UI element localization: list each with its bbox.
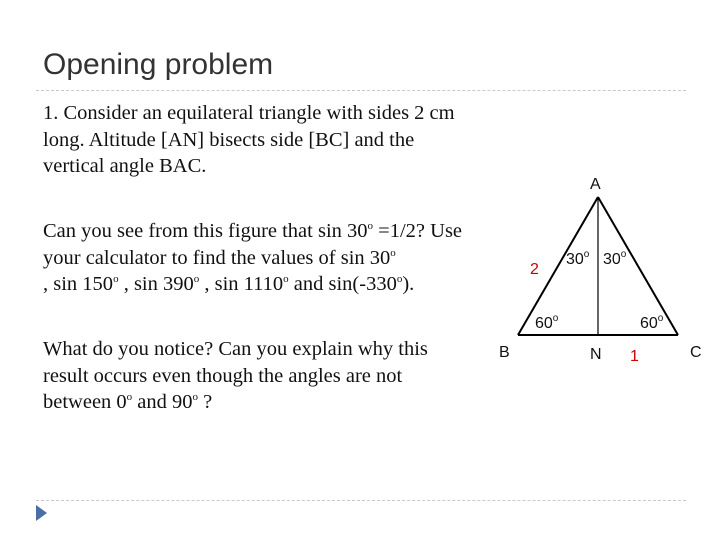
q1-part-d: , sin 390 [118, 273, 194, 295]
question-one [43, 218, 483, 298]
q1-part-e: , sin 1110 [199, 273, 284, 295]
angle-value: 30 [566, 251, 584, 268]
vertex-b-label: B [499, 344, 510, 361]
degree-mark: o [396, 273, 403, 285]
degree-mark: o [192, 391, 199, 403]
angle-value: 30 [603, 251, 621, 268]
degree-mark: o [552, 313, 559, 324]
title-divider [36, 90, 686, 91]
degree-mark: o [193, 273, 200, 285]
degree-mark: o [283, 273, 289, 285]
q1-part-a: Can you see from this figure that sin 30 [43, 220, 368, 242]
q2-part-a: What do you notice? Can you explain why this result occurs even though the angles are not between 0 [43, 338, 428, 413]
slide-title: Opening problem [43, 48, 274, 81]
footer-divider [36, 500, 686, 501]
angle-label-b [535, 313, 559, 332]
problem-intro [43, 100, 463, 180]
angle-value: 60 [640, 315, 658, 332]
half-base-label: 1 [630, 348, 639, 365]
degree-mark: o [583, 249, 590, 260]
angle-label-top-right [603, 249, 627, 268]
angle-label-top-left [566, 249, 590, 268]
question-one-text [43, 218, 483, 298]
vertex-c-label: C [690, 344, 702, 361]
side-length-label: 2 [530, 261, 539, 278]
question-two [43, 336, 468, 416]
q1-part-g: ). [402, 273, 415, 295]
foot-n-label: N [590, 346, 602, 363]
q2-part-b: and 90 [132, 391, 193, 413]
q1-part-b: =1/2? Use your calculator to find the values of sin 30 [43, 220, 463, 269]
triangle-diagram [480, 160, 720, 370]
degree-mark: o [113, 273, 119, 285]
question-two-text [43, 336, 468, 416]
angle-value: 60 [535, 315, 553, 332]
degree-mark: o [367, 220, 374, 232]
intro-text: 1. Consider an equilateral triangle with sides 2 cm long. Altitude [AN] bisects side [BC] and the vertical angle BAC. [43, 102, 455, 177]
angle-label-c [640, 313, 664, 332]
slide-bullet-icon [36, 505, 47, 521]
degree-mark: o [620, 249, 627, 260]
degree-mark: o [126, 391, 133, 403]
q2-part-c: ? [198, 391, 213, 413]
vertex-a-label: A [590, 176, 601, 193]
degree-mark: o [657, 313, 664, 324]
q1-part-c: , sin 150 [43, 273, 114, 295]
q1-part-f: and sin(-330 [288, 273, 397, 295]
degree-mark: o [390, 246, 396, 259]
